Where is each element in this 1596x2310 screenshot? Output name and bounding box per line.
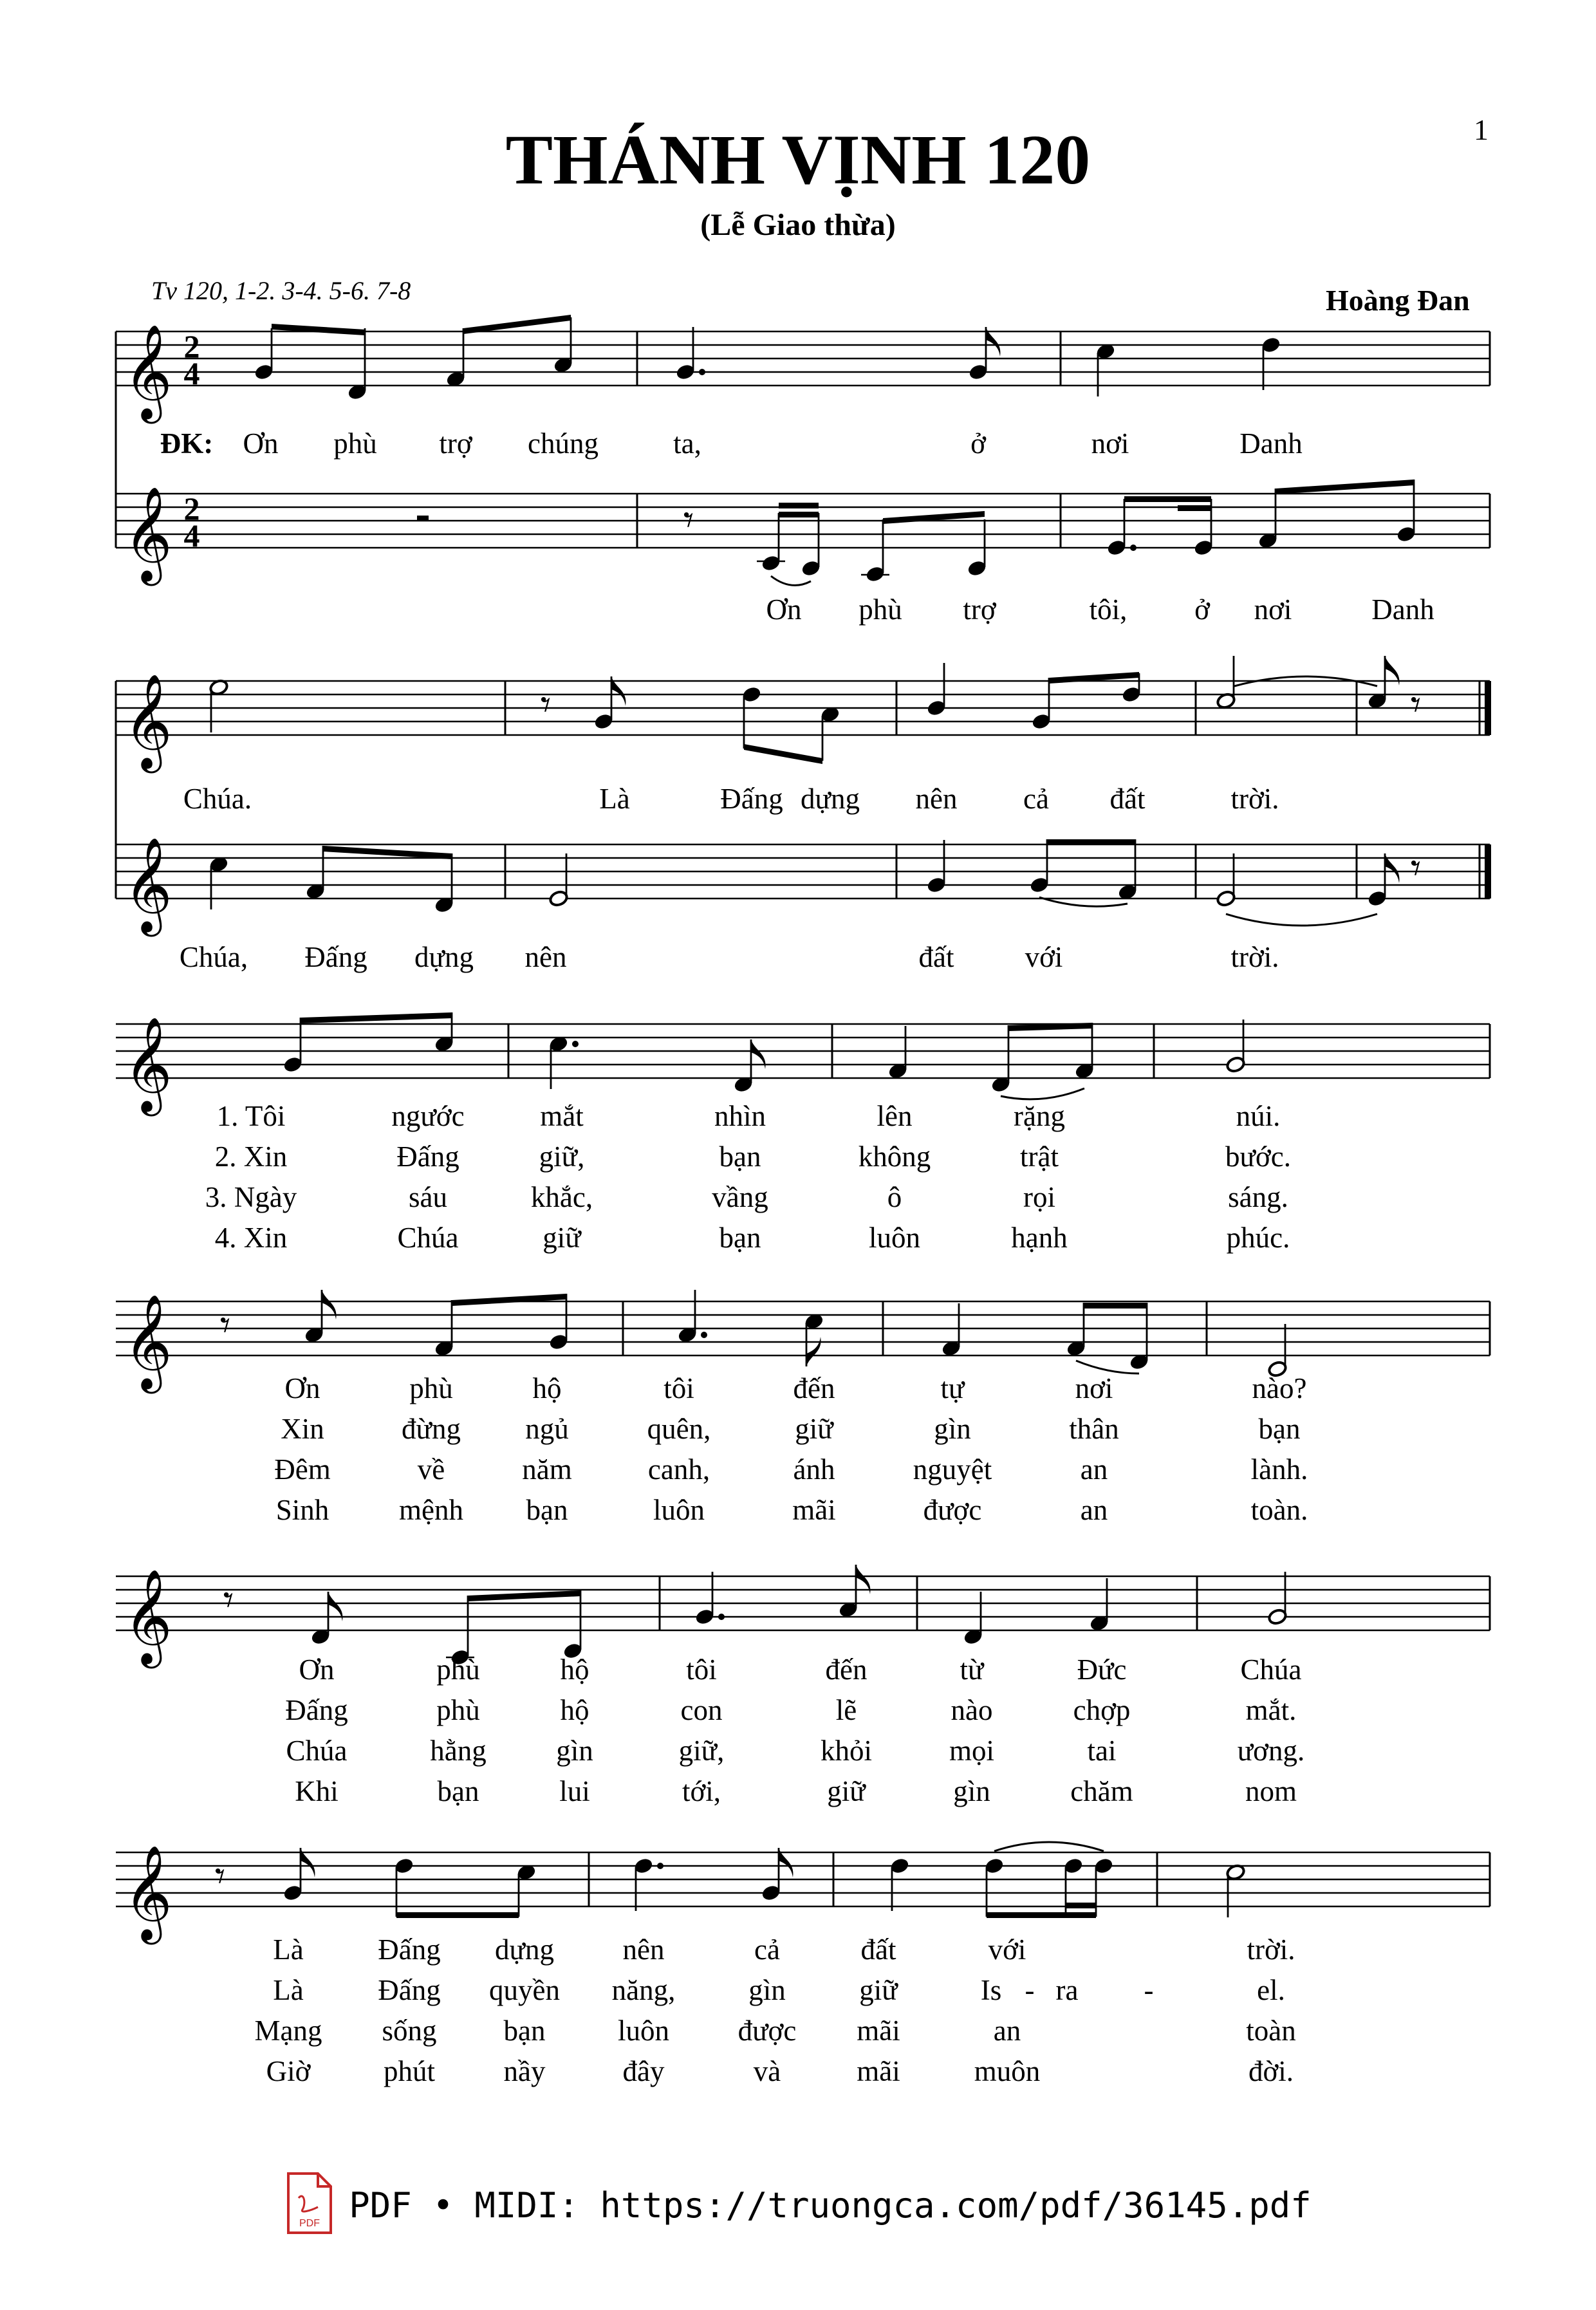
lyric-syllable: Đấng bbox=[378, 1974, 441, 2006]
lyric-syllable: Đấng bbox=[304, 941, 367, 973]
note bbox=[1257, 489, 1277, 550]
treble-clef-icon: 𝄞 bbox=[124, 1845, 172, 1941]
lyric-syllable: lẽ bbox=[835, 1694, 857, 1726]
lyric-syllable: Đấng bbox=[285, 1694, 348, 1726]
lyric-syllable: luôn bbox=[653, 1494, 705, 1526]
note bbox=[1267, 1324, 1287, 1378]
lyric-syllable: lên bbox=[877, 1100, 913, 1132]
treble-clef-icon: 𝄞 bbox=[124, 1569, 172, 1664]
note bbox=[1261, 336, 1281, 390]
note bbox=[434, 853, 454, 914]
beam bbox=[1049, 672, 1139, 684]
lyric-syllable: khỏi bbox=[820, 1735, 873, 1767]
dot bbox=[701, 1332, 707, 1338]
footer[interactable] bbox=[0, 2172, 1596, 2239]
lyric-syllable: phút bbox=[383, 2055, 436, 2087]
lyric-syllable: Chúa bbox=[397, 1222, 459, 1254]
treble-clef-icon: 𝄞 bbox=[124, 837, 172, 933]
lyric-syllable: đất bbox=[860, 1933, 896, 1966]
pdf-icon-label: PDF bbox=[299, 2218, 320, 2229]
lyric-syllable: mãi bbox=[857, 2055, 900, 2087]
note bbox=[741, 685, 761, 749]
beam bbox=[779, 512, 819, 517]
lyric-syllable: sống bbox=[382, 2015, 437, 2047]
lyric-syllable: ánh bbox=[793, 1453, 835, 1486]
lyric-syllable: ngước bbox=[391, 1100, 465, 1132]
note bbox=[548, 1035, 579, 1089]
beam bbox=[272, 324, 365, 335]
lyric-syllable: phù bbox=[858, 593, 902, 626]
note bbox=[694, 1572, 725, 1626]
lyric-syllable: Xin bbox=[281, 1413, 324, 1445]
note bbox=[347, 328, 367, 401]
lyric-syllable: hộ bbox=[560, 1694, 589, 1726]
dot bbox=[572, 1041, 579, 1047]
lyric-syllable: mệnh bbox=[399, 1494, 463, 1526]
dot bbox=[657, 1863, 663, 1869]
lyric-syllable: và bbox=[753, 2055, 781, 2087]
lyric-syllable: Ơn bbox=[299, 1653, 335, 1686]
lyric-syllable: cả bbox=[754, 1933, 780, 1966]
lyric-syllable: nên bbox=[915, 783, 958, 815]
lyric-syllable: dựng bbox=[801, 783, 860, 815]
lyric-syllable: ở bbox=[1194, 593, 1210, 626]
final-barline bbox=[1485, 681, 1491, 735]
lyric-syllable: nơi bbox=[1075, 1372, 1113, 1404]
lyric-syllable: trời. bbox=[1230, 941, 1279, 973]
lyric-syllable: dựng bbox=[495, 1933, 554, 1966]
lyric-syllable: năng, bbox=[611, 1974, 676, 2006]
lyric-syllable: 1. Tôi bbox=[216, 1100, 286, 1132]
lyric-syllable: giữ bbox=[795, 1413, 833, 1445]
note bbox=[1225, 1020, 1245, 1074]
lyric-syllable: đến bbox=[825, 1653, 868, 1686]
beam bbox=[1276, 480, 1414, 494]
note bbox=[820, 705, 840, 761]
lyric-syllable: nơi bbox=[1091, 427, 1129, 460]
lyric-syllable: với bbox=[1025, 941, 1063, 973]
note bbox=[889, 1857, 909, 1911]
lyric-syllable: ở bbox=[970, 427, 986, 460]
lyric-syllable: sáng. bbox=[1228, 1181, 1288, 1213]
staff bbox=[116, 1845, 1490, 1944]
beam bbox=[396, 1912, 519, 1918]
lyric-syllable: lành. bbox=[1250, 1453, 1308, 1486]
lyric-syllable: phù bbox=[436, 1653, 480, 1686]
note bbox=[1225, 1863, 1245, 1917]
whole-rest-icon bbox=[417, 516, 429, 521]
lyric-syllable: đất bbox=[918, 941, 954, 973]
lyric-syllable: toàn. bbox=[1250, 1494, 1308, 1526]
note bbox=[675, 327, 705, 381]
lyric-syllable: Đấng bbox=[396, 1141, 459, 1173]
beam bbox=[468, 1590, 580, 1601]
lyric-syllable: đời. bbox=[1248, 2055, 1294, 2087]
lyric-syllable: bước. bbox=[1225, 1141, 1291, 1173]
lyric-syllable: tôi bbox=[663, 1372, 694, 1404]
dot bbox=[718, 1614, 725, 1620]
note bbox=[1093, 1857, 1113, 1917]
lyric-syllable: mọi bbox=[949, 1735, 995, 1767]
lyric-syllable: Chúa bbox=[286, 1735, 348, 1767]
lyric-syllable: phù bbox=[409, 1372, 453, 1404]
note bbox=[305, 846, 325, 900]
lyric-syllable: 3. Ngày bbox=[205, 1181, 297, 1213]
lyric-syllable: mãi bbox=[857, 2015, 900, 2047]
treble-clef-icon: 𝄞 bbox=[124, 1294, 172, 1390]
page-title: THÁNH VỊNH 120 bbox=[505, 120, 1091, 199]
note bbox=[926, 663, 946, 717]
pdf-file-icon[interactable] bbox=[284, 2172, 333, 2239]
lyric-syllable: bạn bbox=[1258, 1413, 1301, 1445]
lyric-syllable: ngủ bbox=[525, 1413, 569, 1445]
note bbox=[1089, 1578, 1109, 1632]
note bbox=[926, 840, 946, 894]
lyric-syllable: năm bbox=[522, 1453, 572, 1486]
lyric-syllable: hằng bbox=[430, 1735, 487, 1767]
lyric-syllable: sáu bbox=[409, 1181, 447, 1213]
beam bbox=[1178, 505, 1211, 511]
slur bbox=[1226, 914, 1377, 926]
lyric-syllable: tôi, bbox=[1089, 593, 1127, 626]
lyric-syllable: Giờ bbox=[266, 2055, 311, 2087]
lyric-syllable: Mạng bbox=[254, 2015, 322, 2047]
lyric-syllable: Khi bbox=[295, 1775, 339, 1807]
lyric-syllable: Là bbox=[273, 1933, 304, 1966]
lyric-syllable: Đêm bbox=[274, 1453, 331, 1486]
lyric-syllable: nơi bbox=[1254, 593, 1292, 626]
footer-link[interactable]: PDF • MIDI: https://truongca.com/pdf/36145.pdf bbox=[349, 2185, 1312, 2226]
eighth-rest-icon: 𝄾 bbox=[1410, 844, 1422, 891]
staff bbox=[116, 324, 1490, 424]
lyric-syllable: an bbox=[1080, 1453, 1108, 1486]
lyric-syllable: nhìn bbox=[714, 1100, 766, 1132]
note bbox=[1367, 656, 1399, 710]
note bbox=[562, 1590, 582, 1660]
lyric-syllable: Danh bbox=[1239, 427, 1303, 460]
lyric-syllable: trợ bbox=[963, 593, 996, 626]
dot bbox=[1130, 545, 1137, 551]
beam bbox=[1124, 496, 1211, 502]
note bbox=[548, 853, 568, 908]
lyric-syllable: được bbox=[923, 1494, 982, 1526]
beam bbox=[779, 503, 819, 508]
note bbox=[1129, 1303, 1149, 1371]
lyric-syllable: luôn bbox=[617, 2015, 670, 2047]
note bbox=[801, 513, 821, 577]
lyric-syllable: trật bbox=[1020, 1141, 1059, 1173]
lyric-syllable: chợp bbox=[1073, 1694, 1131, 1726]
lyric-syllable: thân bbox=[1069, 1413, 1119, 1445]
lyric-syllable: Đấng bbox=[720, 783, 783, 815]
lyric-syllable: nên bbox=[524, 941, 567, 973]
treble-clef-icon: 𝄞 bbox=[124, 324, 172, 420]
lyric-syllable: từ bbox=[960, 1653, 984, 1686]
eighth-rest-icon: 𝄾 bbox=[214, 1852, 226, 1899]
lyric-syllable: Chúa bbox=[1240, 1653, 1302, 1686]
lyric-syllable: tới, bbox=[682, 1775, 721, 1807]
note bbox=[254, 328, 274, 381]
lyric-syllable: rọi bbox=[1023, 1181, 1055, 1213]
slur bbox=[1076, 1361, 1139, 1374]
note bbox=[861, 519, 889, 583]
note bbox=[984, 1857, 1004, 1917]
lyric-syllable: canh, bbox=[647, 1453, 710, 1486]
lyric-syllable: với bbox=[988, 1933, 1026, 1966]
note bbox=[1396, 480, 1416, 543]
lyric-syllable: luôn bbox=[868, 1222, 921, 1254]
lyric-syllable: mãi bbox=[792, 1494, 836, 1526]
lyric-syllable: gìn bbox=[748, 1974, 786, 2006]
lyric-syllable: đây bbox=[622, 2055, 665, 2087]
lyric-syllable: bạn bbox=[719, 1222, 761, 1254]
lyric-syllable: giữ bbox=[543, 1222, 581, 1254]
lyric-syllable: đừng bbox=[402, 1413, 461, 1445]
lyric-syllable: hạnh bbox=[1011, 1222, 1068, 1254]
note bbox=[990, 1025, 1010, 1094]
note bbox=[887, 1026, 907, 1080]
lyric-syllable: giữ, bbox=[539, 1141, 585, 1173]
time-signature-bottom: 4 bbox=[183, 517, 200, 554]
eighth-rest-icon: 𝄾 bbox=[223, 1576, 234, 1623]
eighth-rest-icon: 𝄾 bbox=[683, 496, 694, 543]
time-signature-top: 2 bbox=[183, 328, 200, 364]
lyric-syllable: không bbox=[858, 1141, 931, 1173]
beam bbox=[301, 1012, 452, 1023]
treble-clef-icon: 𝄞 bbox=[124, 673, 172, 769]
slur bbox=[1001, 1088, 1084, 1099]
lyric-syllable: muôn bbox=[974, 2055, 1041, 2087]
lyric-syllable: an bbox=[1080, 1494, 1108, 1526]
lyric-syllable: phúc. bbox=[1226, 1222, 1290, 1254]
lyric-syllable: Ơn bbox=[284, 1372, 320, 1404]
lyric-syllable: hộ bbox=[560, 1653, 589, 1686]
psalm-reference: Tv 120, 1-2. 3-4. 5-6. 7-8 bbox=[151, 276, 411, 305]
lyric-syllable: Ơn bbox=[766, 593, 802, 626]
lyric-syllable: nguyệt bbox=[913, 1453, 992, 1486]
slur bbox=[994, 1842, 1104, 1851]
lyric-syllable: dựng bbox=[414, 941, 474, 973]
lyric-syllable: Danh bbox=[1371, 593, 1434, 626]
note bbox=[310, 1592, 342, 1646]
treble-clef-icon: 𝄞 bbox=[124, 1016, 172, 1112]
lyric-syllable: Đức bbox=[1077, 1653, 1127, 1686]
lyric-syllable: - bbox=[1144, 1974, 1154, 2006]
lyric-syllable: rặng bbox=[1014, 1100, 1065, 1132]
beam bbox=[1066, 1903, 1096, 1908]
lyric-syllable: 2. Xin bbox=[214, 1141, 288, 1173]
note bbox=[838, 1565, 870, 1619]
lyric-syllable: hộ bbox=[532, 1372, 562, 1404]
eighth-rest-icon: 𝄾 bbox=[219, 1301, 231, 1348]
time-signature-top: 2 bbox=[183, 490, 200, 526]
lyric-syllable: nào bbox=[951, 1694, 993, 1726]
note bbox=[963, 1592, 983, 1646]
lyric-syllable: phù bbox=[333, 427, 377, 460]
beam bbox=[744, 744, 822, 764]
beam bbox=[987, 1912, 1096, 1918]
refrain-label: ĐK: bbox=[160, 427, 214, 460]
beam bbox=[1084, 1303, 1147, 1309]
lyric-syllable: tự bbox=[940, 1372, 965, 1404]
lyric-syllable: bạn bbox=[719, 1141, 761, 1173]
note bbox=[1066, 1303, 1086, 1357]
lyric-syllable: an bbox=[993, 2015, 1021, 2047]
lyric-syllable: chúng bbox=[528, 427, 598, 460]
page-subtitle: (Lễ Giao thừa) bbox=[700, 208, 896, 242]
lyric-syllable: giữ bbox=[859, 1974, 898, 2006]
lyric-syllable: lui bbox=[559, 1775, 590, 1807]
lyric-syllable: Là bbox=[273, 1974, 304, 2006]
note bbox=[548, 1294, 568, 1351]
lyric-syllable: về bbox=[417, 1453, 445, 1486]
lyric-syllable: gìn bbox=[556, 1735, 593, 1767]
composer: Hoàng Đan bbox=[1326, 284, 1470, 317]
eighth-rest-icon: 𝄾 bbox=[1410, 681, 1422, 728]
lyric-syllable: ô bbox=[887, 1181, 902, 1213]
note bbox=[677, 1290, 707, 1344]
lyric-syllable: quên, bbox=[647, 1413, 711, 1445]
lyric-syllable: Đấng bbox=[378, 1933, 441, 1966]
note bbox=[1267, 1572, 1287, 1626]
note bbox=[1095, 342, 1115, 396]
note bbox=[1029, 839, 1049, 894]
note bbox=[209, 678, 228, 732]
lyric-syllable: quyền bbox=[489, 1974, 560, 2006]
lyric-syllable: được bbox=[738, 2015, 797, 2047]
lyric-syllable: núi. bbox=[1236, 1100, 1281, 1132]
final-barline bbox=[1485, 844, 1491, 899]
lyric-syllable: bạn bbox=[526, 1494, 568, 1526]
lyric-syllable: el. bbox=[1257, 1974, 1285, 2006]
lyric-syllable: ta, bbox=[673, 427, 701, 460]
lyric-syllable: trời. bbox=[1247, 1933, 1295, 1966]
note bbox=[804, 1312, 824, 1366]
lyric-syllable: Chúa. bbox=[183, 783, 252, 815]
beam bbox=[1047, 839, 1135, 845]
note bbox=[1216, 853, 1236, 908]
page-number: 1 bbox=[1474, 113, 1489, 146]
lyric-syllable: nom bbox=[1245, 1775, 1297, 1807]
lyric-syllable: Is bbox=[980, 1974, 1002, 2006]
lyric-syllable: toàn bbox=[1246, 2015, 1296, 2047]
note bbox=[394, 1857, 414, 1917]
lyric-syllable: nào? bbox=[1252, 1372, 1307, 1404]
lyric-syllable: nầy bbox=[503, 2055, 546, 2087]
lyric-syllable: trợ bbox=[439, 427, 472, 460]
lyric-syllable: bạn bbox=[437, 1775, 479, 1807]
note bbox=[209, 855, 228, 909]
lyric-syllable: đến bbox=[793, 1372, 835, 1404]
treble-clef-icon: 𝄞 bbox=[124, 486, 172, 582]
slur bbox=[771, 576, 811, 585]
lyric-syllable: vầng bbox=[712, 1181, 768, 1213]
note bbox=[304, 1290, 336, 1344]
lyric-syllable: đất bbox=[1109, 783, 1146, 815]
lyric-syllable: Ơn bbox=[243, 427, 279, 460]
lyric-syllable: gìn bbox=[934, 1413, 971, 1445]
note bbox=[733, 1039, 765, 1094]
lyric-syllable: mắt bbox=[540, 1100, 584, 1132]
note bbox=[283, 1018, 302, 1074]
beam bbox=[883, 511, 985, 524]
lyric-syllable: trời. bbox=[1230, 783, 1279, 815]
lyric-syllable: nên bbox=[622, 1933, 665, 1966]
staff bbox=[116, 1016, 1490, 1116]
time-signature-bottom: 4 bbox=[183, 355, 200, 391]
lyric-syllable: mắt. bbox=[1245, 1694, 1297, 1726]
lyric-syllable: gìn bbox=[953, 1775, 990, 1807]
note bbox=[633, 1857, 663, 1911]
lyric-syllable: tôi bbox=[686, 1653, 717, 1686]
note bbox=[941, 1303, 961, 1357]
lyric-syllable: chăm bbox=[1070, 1775, 1133, 1807]
eighth-rest-icon: 𝄾 bbox=[540, 681, 552, 728]
note bbox=[757, 513, 785, 572]
lyric-syllable: cả bbox=[1023, 783, 1049, 815]
lyric-syllable: 4. Xin bbox=[214, 1222, 288, 1254]
lyric-syllable: Chúa, bbox=[179, 941, 248, 973]
lyric-syllable: giữ, bbox=[678, 1735, 725, 1767]
lyric-syllable: Là bbox=[599, 783, 630, 815]
lyric-syllable: ra bbox=[1055, 1974, 1079, 2006]
note bbox=[1117, 839, 1137, 901]
note bbox=[516, 1863, 536, 1917]
note bbox=[1031, 678, 1051, 731]
lyric-syllable: Sinh bbox=[275, 1494, 329, 1526]
note bbox=[1216, 656, 1236, 710]
lyric-syllable: - bbox=[1025, 1974, 1035, 2006]
lyric-syllable: phù bbox=[436, 1694, 480, 1726]
lyric-syllable: con bbox=[680, 1694, 723, 1726]
lyric-syllable: tai bbox=[1087, 1735, 1117, 1767]
lyric-syllable: bạn bbox=[503, 2015, 546, 2047]
lyric-syllable: ương. bbox=[1237, 1735, 1305, 1767]
beam bbox=[452, 1294, 566, 1306]
lyric-syllable: giữ bbox=[827, 1775, 866, 1807]
dot bbox=[699, 369, 705, 375]
lyric-syllable: khắc, bbox=[530, 1181, 593, 1213]
